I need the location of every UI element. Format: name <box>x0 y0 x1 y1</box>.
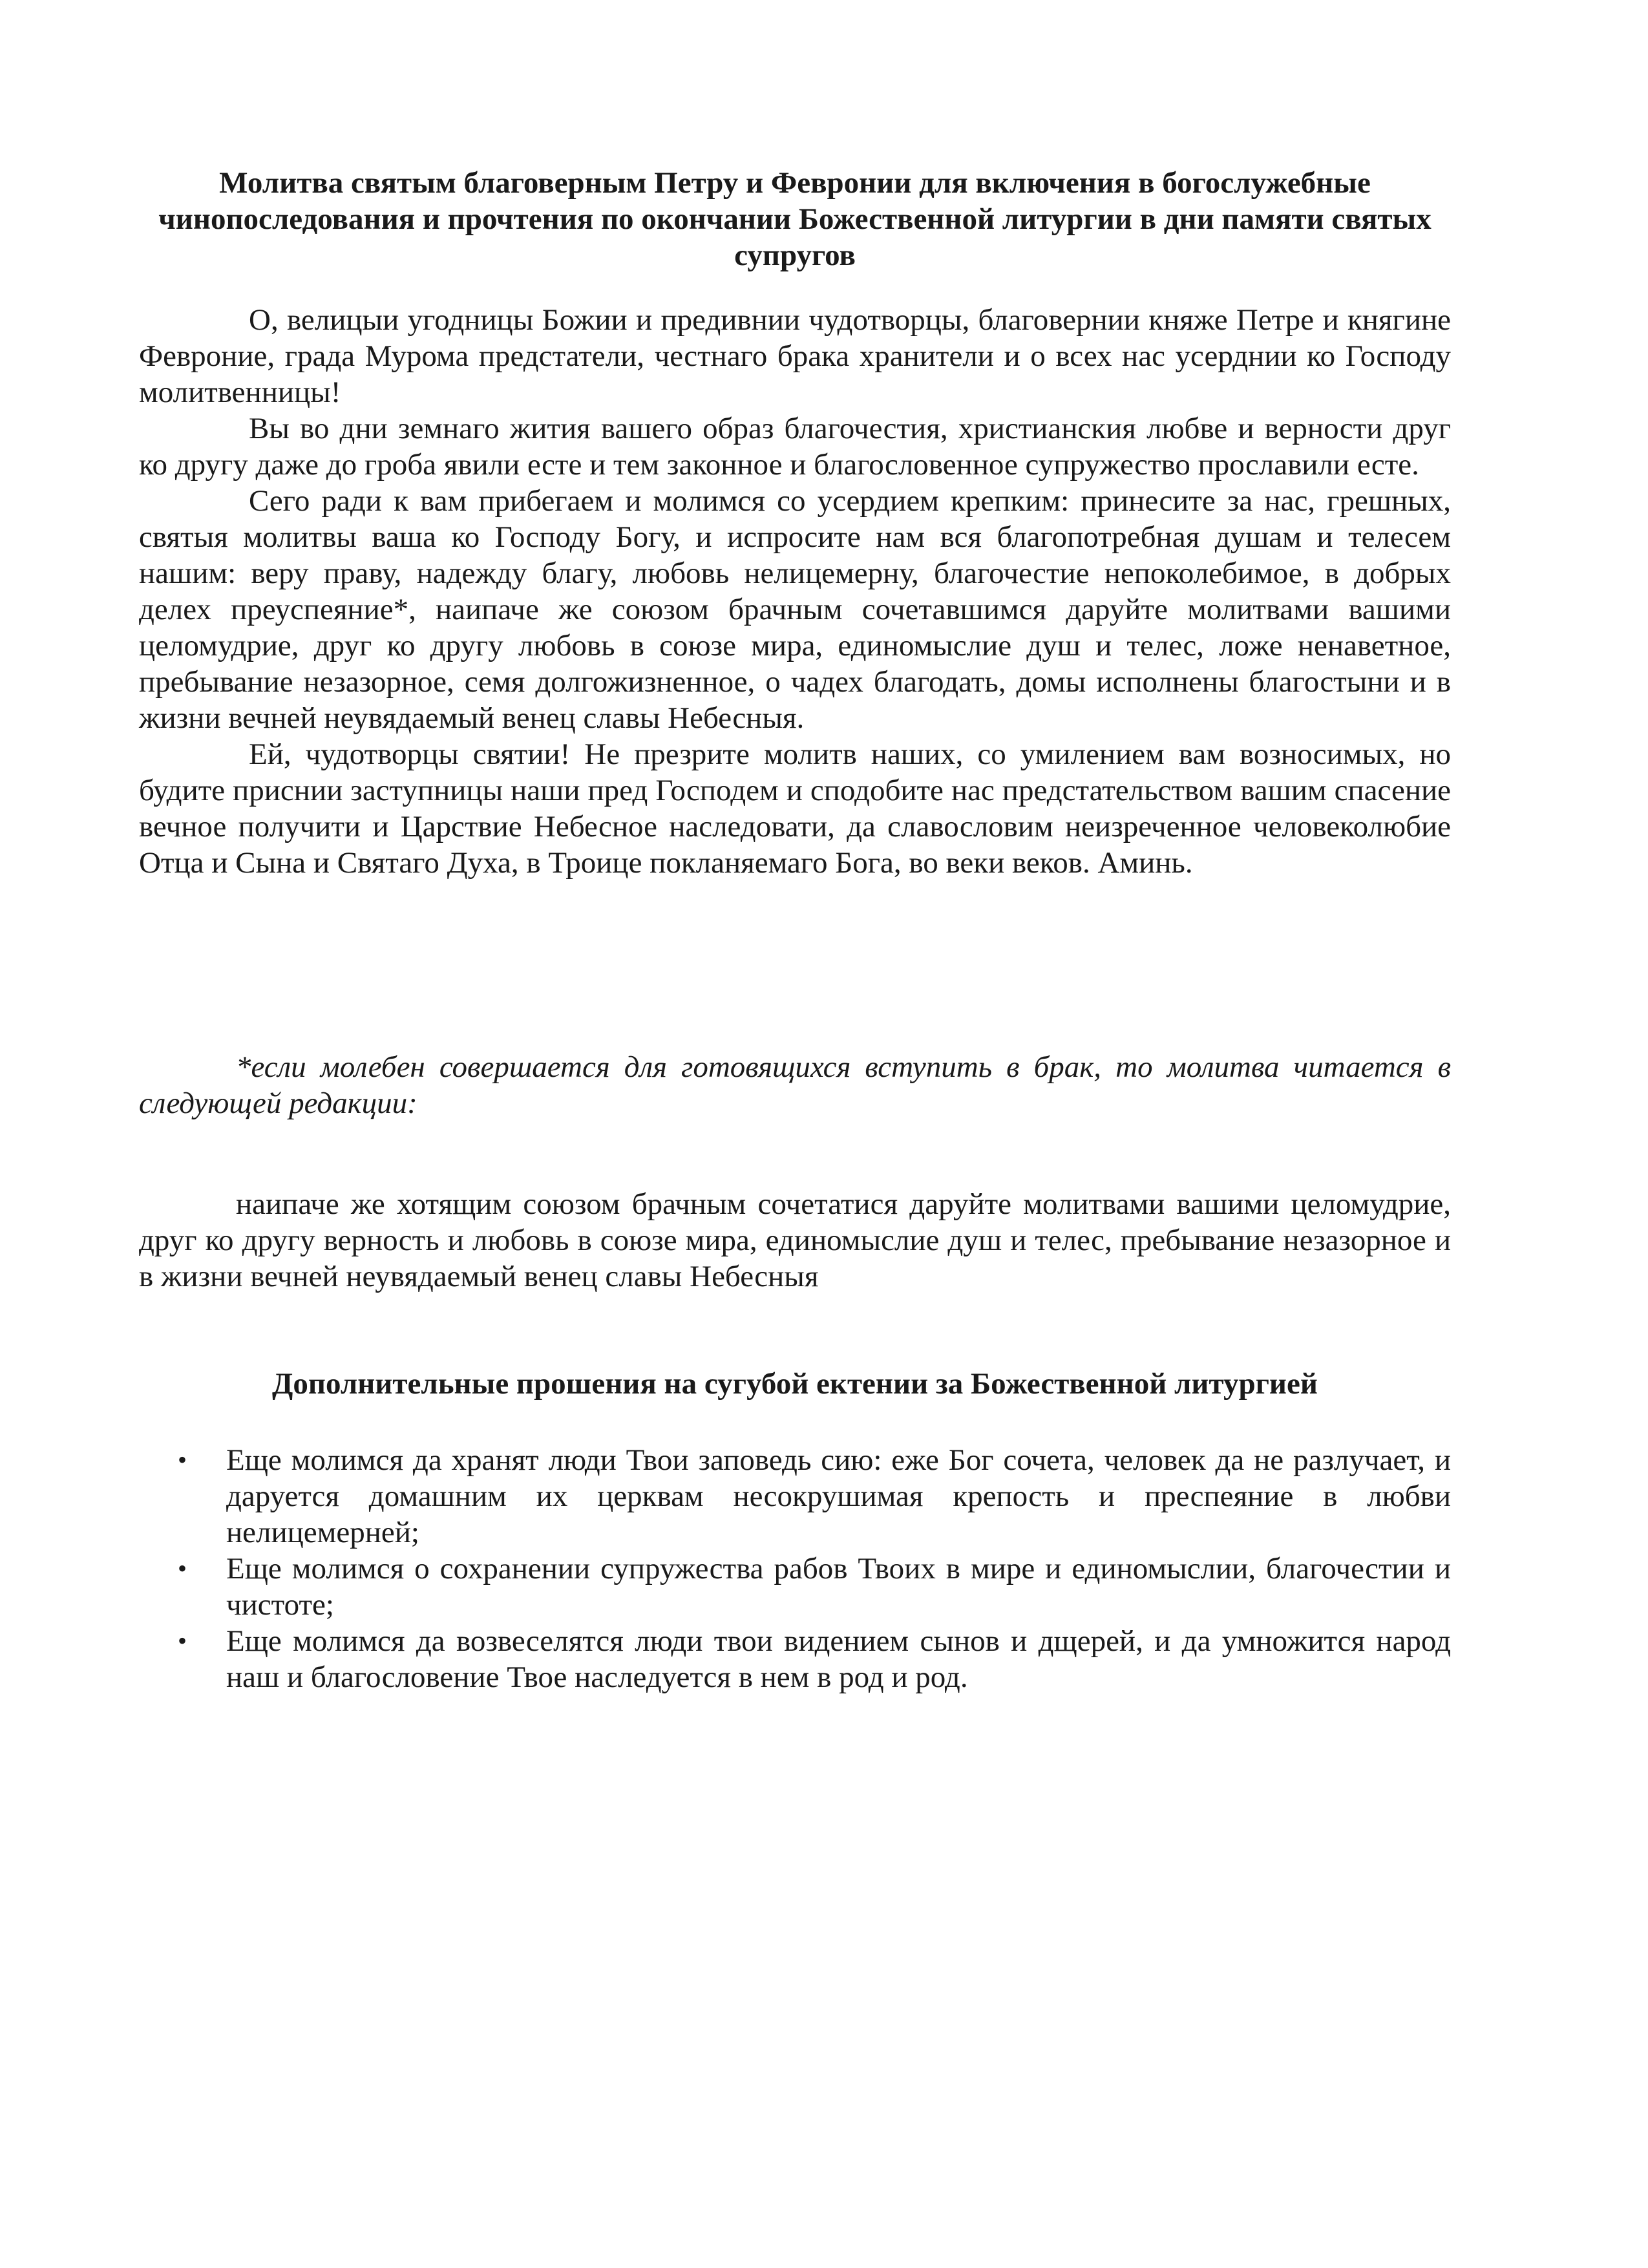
prayer-body <box>139 302 1451 881</box>
petitions-heading: Дополнительные прошения на сугубой ектении за Божественной литургией <box>272 1367 1318 1401</box>
document-page <box>139 165 1451 1695</box>
prayer-paragraph-2: Вы во дни земнаго жития вашего образ благочестия, христианския любве и верности друг ко другу даже до гроба явили есте и тем законное и благословенное супружество прославили есте. <box>139 412 1451 482</box>
list-item <box>139 1551 1451 1623</box>
petition-text: Еще молимся о сохранении супружества рабов Твоих в мире и единомыслии, благочестии и чистоте; <box>226 1552 1451 1622</box>
bullet-icon: • <box>178 1445 187 1474</box>
document-title: Молитва святым благоверным Петру и Февронии для включения в богослужебные чинопоследования и прочтения по окончании Божественной литургии в дни памяти святых супругов <box>158 166 1431 272</box>
petition-text: Еще молимся да хранят люди Твои заповедь сию: еже Бог сочета, человек да не разлучает, и даруется домашним их церквам несокрушимая крепость и преспеяние в любви нелицемерней; <box>226 1443 1451 1549</box>
alternate-wording: наипаче же хотящим союзом брачным сочетатися даруйте молитвами вашими целомудрие, друг ко другу верность и любовь в союзе мира, единомыслие душ и телес, пребывание незазорное и в жизни вечней неувядаемый венец славы Небесныя <box>139 1187 1451 1293</box>
petition-text: Еще молимся да возвеселятся люди твои видением сынов и дщерей, и да умножится народ наш и благословение Твое наследуется в нем в род и род. <box>226 1624 1451 1694</box>
list-item <box>139 1442 1451 1551</box>
footnote: *если молебен совершается для готовящихся вступить в брак, то молитва читается в следующей редакции: <box>139 1050 1451 1120</box>
prayer-paragraph-4: Ей, чудотворцы святии! Не презрите молитв наших, со умилением вам возносимых, но будите приснии заступницы наши пред Господем и сподобите нас предстательством вашим спасение вечное получити и Царствие Небесное наследовати, да славословим неизреченное человеколюбие Отца и Сына и Святаго Духа, в Троице покланяемаго Бога, во веки веков. Аминь. <box>139 737 1451 880</box>
prayer-paragraph-3: Сего ради к вам прибегаем и молимся со усердием крепким: принесите за нас, грешных, святыя молитвы ваша ко Господу Богу, и испросите нам вся благопотребная душам и телесем нашим: веру праву, надежду благу, любовь нелицемерну, благочестие непоколебимое, в добрых делех преуспеяние*, наипаче же союзом брачным сочетавшимся даруйте молитвами вашими целомудрие, друг ко другу любовь в союзе мира, единомыслие душ и телес, ложе ненаветное, пребывание незазорное, семя долгожизненное, о чадех благодать, домы исполнены благостыни и в жизни вечней неувядаемый венец славы Небесныя. <box>139 484 1451 735</box>
petitions-list <box>139 1442 1451 1695</box>
bullet-icon: • <box>178 1554 187 1583</box>
bullet-icon: • <box>178 1626 187 1655</box>
list-item <box>139 1623 1451 1695</box>
prayer-paragraph-1: О, велицыи угодницы Божии и предивнии чудотворцы, благовернии княже Петре и княгине Февроние, града Мурома предстатели, честнаго брака хранители и о всех нас усерднии ко Господу молитвенницы! <box>139 303 1451 409</box>
